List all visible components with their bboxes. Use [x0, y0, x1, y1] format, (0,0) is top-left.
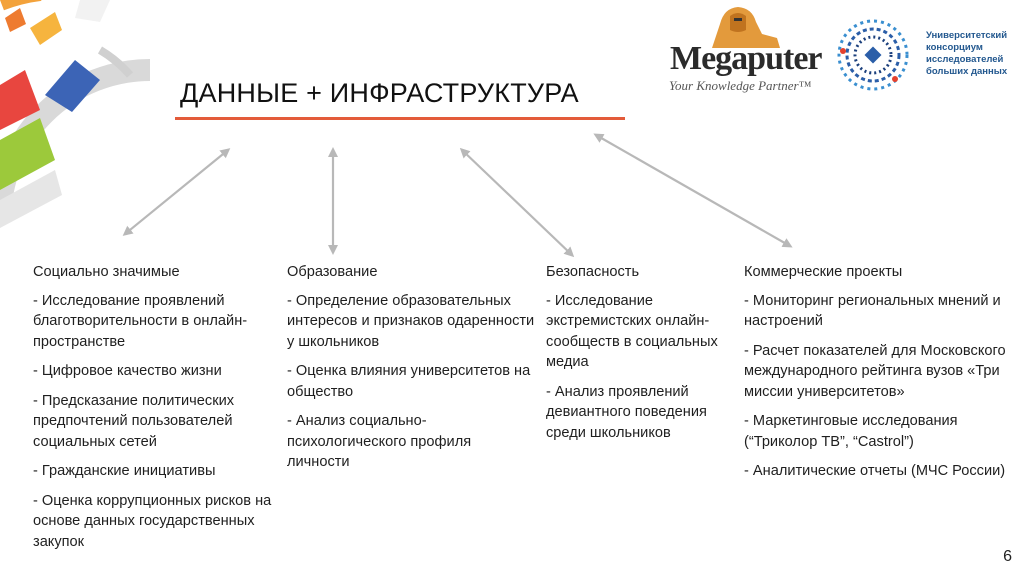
- page-number: 6: [1003, 548, 1012, 565]
- list-item: - Анализ социально-психологического профиля личности: [287, 413, 472, 470]
- column-social: [33, 262, 273, 561]
- arrow-social: [125, 150, 228, 234]
- arrow-security: [462, 150, 572, 255]
- list-item: - Маркетинговые исследования (“Триколор ТВ”, “Castrol”): [744, 413, 958, 450]
- list-item: - Мониторинг региональных мнений и настроений: [744, 292, 1001, 329]
- consortium-name: Университетский консорциум исследователей больших данных: [926, 30, 1008, 77]
- slide-title: ДАННЫЕ + ИНФРАСТРУКТУРА: [180, 78, 579, 108]
- list-item: - Анализ проявлений девиантного поведения среди школьников: [546, 383, 707, 441]
- column-commercial: [744, 262, 1019, 491]
- column-heading: Социально значимые: [33, 264, 180, 280]
- list-item: - Оценка коррупционных рисков на основе данных государственных закупок: [33, 492, 272, 550]
- megaputer-tagline: Your Knowledge Partner™: [669, 78, 812, 93]
- list-item: - Определение образовательных интересов и признаков одаренности у школьников: [287, 292, 535, 350]
- column-security: [546, 262, 736, 452]
- megaputer-wordmark: Megaputer: [670, 40, 822, 77]
- list-item: - Исследование проявлений благотворительности в онлайн-пространстве: [33, 292, 248, 350]
- list-item: - Цифровое качество жизни: [33, 363, 222, 379]
- list-item: - Предсказание политических предпочтений пользователей социальных сетей: [33, 392, 235, 450]
- column-education: [287, 262, 537, 482]
- list-item: - Расчет показателей для Московского международного рейтинга вузов «Три миссии университетов»: [744, 342, 1006, 400]
- list-item: - Оценка влияния университетов на общество: [287, 363, 531, 400]
- list-item: - Аналитические отчеты (МЧС России): [744, 463, 1006, 479]
- list-item: - Исследование экстремистских онлайн-сообществ в социальных медиа: [546, 292, 718, 370]
- arrow-commercial: [596, 135, 790, 246]
- list-item: - Гражданские инициативы: [33, 463, 216, 479]
- column-heading: Безопасность: [546, 264, 640, 280]
- column-heading: Коммерческие проекты: [744, 264, 903, 280]
- column-heading: Образование: [287, 264, 378, 280]
